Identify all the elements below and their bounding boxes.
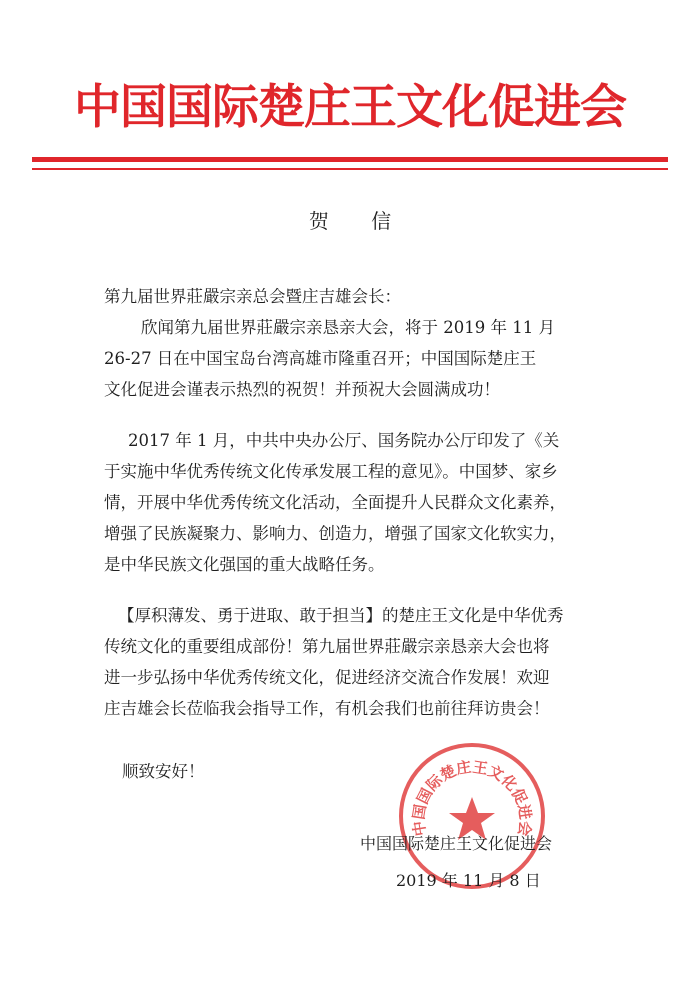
seal-text: 中国国际楚庄王文化促进会 xyxy=(409,757,535,838)
paragraph-line: 【厚积薄发、勇于进取、敢于担当】的楚庄王文化是中华优秀 xyxy=(118,606,564,625)
paragraph-line: 庄吉雄会长莅临我会指导工作，有机会我们也前往拜访贵会！ xyxy=(104,699,550,718)
letterhead-title: 中国国际楚庄王文化促进会 xyxy=(74,80,626,135)
closing-greeting: 顺致安好！ xyxy=(122,762,205,781)
paragraph-1 xyxy=(104,312,584,405)
document-title: 贺 信 xyxy=(308,209,410,233)
salutation: 第九届世界莊嚴宗亲总会暨庄吉雄会长： xyxy=(104,287,401,306)
paragraph-line: 欣闻第九届世界莊嚴宗亲恳亲大会，将于 2019 年 11 月 xyxy=(141,318,555,337)
paragraph-line: 传统文化的重要组成部份！第九届世界莊嚴宗亲恳亲大会也将 xyxy=(104,637,550,656)
paragraph-3 xyxy=(104,600,584,724)
paragraph-line: 是中华民族文化强国的重大战略任务。 xyxy=(104,555,385,574)
paragraph-2 xyxy=(104,425,584,580)
signer-organization: 中国国际楚庄王文化促进会 xyxy=(360,834,553,853)
paragraph-line: 情，开展中华优秀传统文化活动，全面提升人民群众文化素养， xyxy=(104,493,566,512)
letterhead-rule-thin xyxy=(32,168,668,170)
paragraph-line: 进一步弘扬中华优秀传统文化，促进经济交流合作发展！欢迎 xyxy=(104,668,550,687)
paragraph-line: 2017 年 1 月，中共中央办公厅、国务院办公厅印发了《关 xyxy=(128,431,560,450)
paragraph-line: 文化促进会谨表示热烈的祝贺！并预祝大会圆满成功！ xyxy=(104,380,500,399)
signature-date: 2019 年 11 月 8 日 xyxy=(396,871,541,890)
paragraph-line: 增强了民族凝聚力、影响力、创造力，增强了国家文化软实力， xyxy=(104,524,566,543)
letterhead-rule-thick xyxy=(32,157,668,162)
paragraph-line: 26-27 日在中国宝岛台湾高雄市隆重召开；中国国际楚庄王 xyxy=(104,349,537,368)
paragraph-line: 于实施中华优秀传统文化传承发展工程的意见》。中国梦、家乡 xyxy=(104,462,558,481)
